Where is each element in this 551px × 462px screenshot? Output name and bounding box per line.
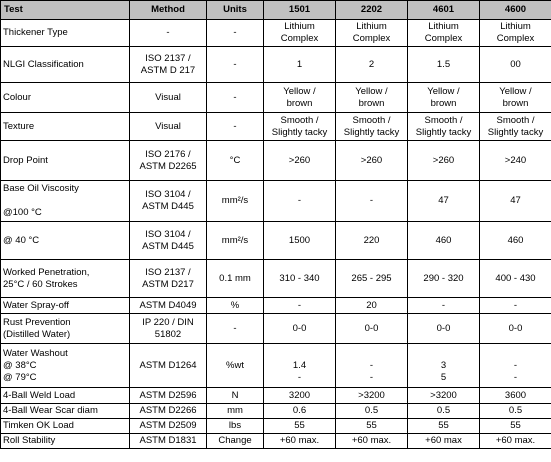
- value-1501-cell: 1500: [264, 222, 336, 260]
- value-1501-cell: Smooth / Slightly tacky: [264, 113, 336, 141]
- value-4600-cell: 400 - 430: [480, 260, 551, 298]
- value-2202-cell: Smooth / Slightly tacky: [336, 113, 408, 141]
- test-name-cell: 4-Ball Wear Scar diam: [1, 404, 130, 419]
- table-row: [1, 344, 551, 388]
- value-2202-cell: 55: [336, 419, 408, 434]
- method-cell: ISO 2137 / ASTM D217: [130, 260, 207, 298]
- value-4601-cell: 290 - 320: [408, 260, 480, 298]
- table-row: [1, 434, 551, 449]
- value-4600-cell: Smooth / Slightly tacky: [480, 113, 551, 141]
- header-row: [1, 1, 551, 20]
- table-row: [1, 222, 551, 260]
- test-name-cell: 4-Ball Weld Load: [1, 388, 130, 404]
- method-cell: ASTM D2266: [130, 404, 207, 419]
- test-name-cell: Colour: [1, 83, 130, 113]
- value-2202-cell: 265 - 295: [336, 260, 408, 298]
- test-name-cell: Rust Prevention (Distilled Water): [1, 314, 130, 344]
- method-cell: ASTM D4049: [130, 298, 207, 314]
- value-2202-cell: +60 max.: [336, 434, 408, 449]
- method-cell: ASTM D1831: [130, 434, 207, 449]
- value-4601-cell: >260: [408, 141, 480, 181]
- value-2202-cell: 0-0: [336, 314, 408, 344]
- test-name-cell: Drop Point: [1, 141, 130, 181]
- table-row: [1, 419, 551, 434]
- value-1501-cell: 0-0: [264, 314, 336, 344]
- value-4601-cell: >3200: [408, 388, 480, 404]
- value-4600-cell: +60 max.: [480, 434, 551, 449]
- method-cell: ISO 2137 / ASTM D 217: [130, 47, 207, 83]
- value-4600-cell: - -: [480, 344, 551, 388]
- value-4600-cell: -: [480, 298, 551, 314]
- value-2202-cell: Lithium Complex: [336, 20, 408, 47]
- value-1501-cell: -: [264, 181, 336, 222]
- test-name-cell: NLGI Classification: [1, 47, 130, 83]
- value-2202-cell: - -: [336, 344, 408, 388]
- test-name-cell: Roll Stability: [1, 434, 130, 449]
- method-cell: ASTM D2509: [130, 419, 207, 434]
- header-grade-1501: 1501: [264, 1, 336, 20]
- method-cell: Visual: [130, 113, 207, 141]
- units-cell: 0.1 mm: [207, 260, 264, 298]
- value-4600-cell: 47: [480, 181, 551, 222]
- value-4601-cell: 0.5: [408, 404, 480, 419]
- units-cell: -: [207, 314, 264, 344]
- test-name-cell: Worked Penetration, 25°C / 60 Strokes: [1, 260, 130, 298]
- value-4601-cell: Yellow / brown: [408, 83, 480, 113]
- table-row: [1, 314, 551, 344]
- value-1501-cell: 1: [264, 47, 336, 83]
- value-1501-cell: 0.6: [264, 404, 336, 419]
- method-cell: ASTM D1264: [130, 344, 207, 388]
- method-cell: ASTM D2596: [130, 388, 207, 404]
- value-4601-cell: 460: [408, 222, 480, 260]
- value-1501-cell: >260: [264, 141, 336, 181]
- value-2202-cell: Yellow / brown: [336, 83, 408, 113]
- value-1501-cell: 1.4 -: [264, 344, 336, 388]
- test-name-cell: Texture: [1, 113, 130, 141]
- value-1501-cell: -: [264, 298, 336, 314]
- value-1501-cell: 310 - 340: [264, 260, 336, 298]
- test-name-cell: Water Spray-off: [1, 298, 130, 314]
- table-row: [1, 181, 551, 222]
- value-1501-cell: 55: [264, 419, 336, 434]
- value-1501-cell: +60 max.: [264, 434, 336, 449]
- value-4601-cell: 47: [408, 181, 480, 222]
- test-name-cell: @ 40 °C: [1, 222, 130, 260]
- units-cell: Change: [207, 434, 264, 449]
- table-row: [1, 260, 551, 298]
- value-4600-cell: Yellow / brown: [480, 83, 551, 113]
- value-4600-cell: 0-0: [480, 314, 551, 344]
- table-row: [1, 83, 551, 113]
- method-cell: ISO 3104 / ASTM D445: [130, 222, 207, 260]
- header-method: Method: [130, 1, 207, 20]
- units-cell: %: [207, 298, 264, 314]
- value-4601-cell: 0-0: [408, 314, 480, 344]
- units-cell: lbs: [207, 419, 264, 434]
- value-4601-cell: -: [408, 298, 480, 314]
- units-cell: N: [207, 388, 264, 404]
- table-row: [1, 388, 551, 404]
- test-name-cell: Timken OK Load: [1, 419, 130, 434]
- value-4600-cell: 00: [480, 47, 551, 83]
- table-row: [1, 20, 551, 47]
- value-4601-cell: Smooth / Slightly tacky: [408, 113, 480, 141]
- value-4601-cell: Lithium Complex: [408, 20, 480, 47]
- value-4601-cell: 55: [408, 419, 480, 434]
- test-name-cell: Thickener Type: [1, 20, 130, 47]
- table-row: [1, 113, 551, 141]
- units-cell: mm²/s: [207, 222, 264, 260]
- header-units: Units: [207, 1, 264, 20]
- value-1501-cell: Lithium Complex: [264, 20, 336, 47]
- test-name-cell: Base Oil Viscosity @100 °C: [1, 181, 130, 222]
- units-cell: -: [207, 113, 264, 141]
- value-2202-cell: 220: [336, 222, 408, 260]
- value-4600-cell: Lithium Complex: [480, 20, 551, 47]
- method-cell: ISO 2176 / ASTM D2265: [130, 141, 207, 181]
- value-2202-cell: 2: [336, 47, 408, 83]
- units-cell: -: [207, 47, 264, 83]
- value-2202-cell: -: [336, 181, 408, 222]
- value-2202-cell: 0.5: [336, 404, 408, 419]
- table-row: [1, 404, 551, 419]
- value-1501-cell: 3200: [264, 388, 336, 404]
- table-row: [1, 141, 551, 181]
- method-cell: IP 220 / DIN 51802: [130, 314, 207, 344]
- test-name-cell: Water Washout @ 38°C @ 79°C: [1, 344, 130, 388]
- header-grade-4600: 4600: [480, 1, 551, 20]
- value-4600-cell: 0.5: [480, 404, 551, 419]
- units-cell: mm: [207, 404, 264, 419]
- value-2202-cell: >260: [336, 141, 408, 181]
- method-cell: ISO 3104 / ASTM D445: [130, 181, 207, 222]
- method-cell: Visual: [130, 83, 207, 113]
- header-grade-2202: 2202: [336, 1, 408, 20]
- value-4601-cell: 1.5: [408, 47, 480, 83]
- value-4600-cell: >240: [480, 141, 551, 181]
- units-cell: -: [207, 20, 264, 47]
- value-1501-cell: Yellow / brown: [264, 83, 336, 113]
- units-cell: -: [207, 83, 264, 113]
- units-cell: mm²/s: [207, 181, 264, 222]
- value-2202-cell: >3200: [336, 388, 408, 404]
- value-4600-cell: 55: [480, 419, 551, 434]
- value-2202-cell: 20: [336, 298, 408, 314]
- header-grade-4601: 4601: [408, 1, 480, 20]
- units-cell: %wt: [207, 344, 264, 388]
- units-cell: °C: [207, 141, 264, 181]
- table-row: [1, 47, 551, 83]
- value-4600-cell: 460: [480, 222, 551, 260]
- value-4601-cell: 3 5: [408, 344, 480, 388]
- table-row: [1, 298, 551, 314]
- method-cell: -: [130, 20, 207, 47]
- value-4601-cell: +60 max: [408, 434, 480, 449]
- value-4600-cell: 3600: [480, 388, 551, 404]
- header-test: Test: [1, 1, 130, 20]
